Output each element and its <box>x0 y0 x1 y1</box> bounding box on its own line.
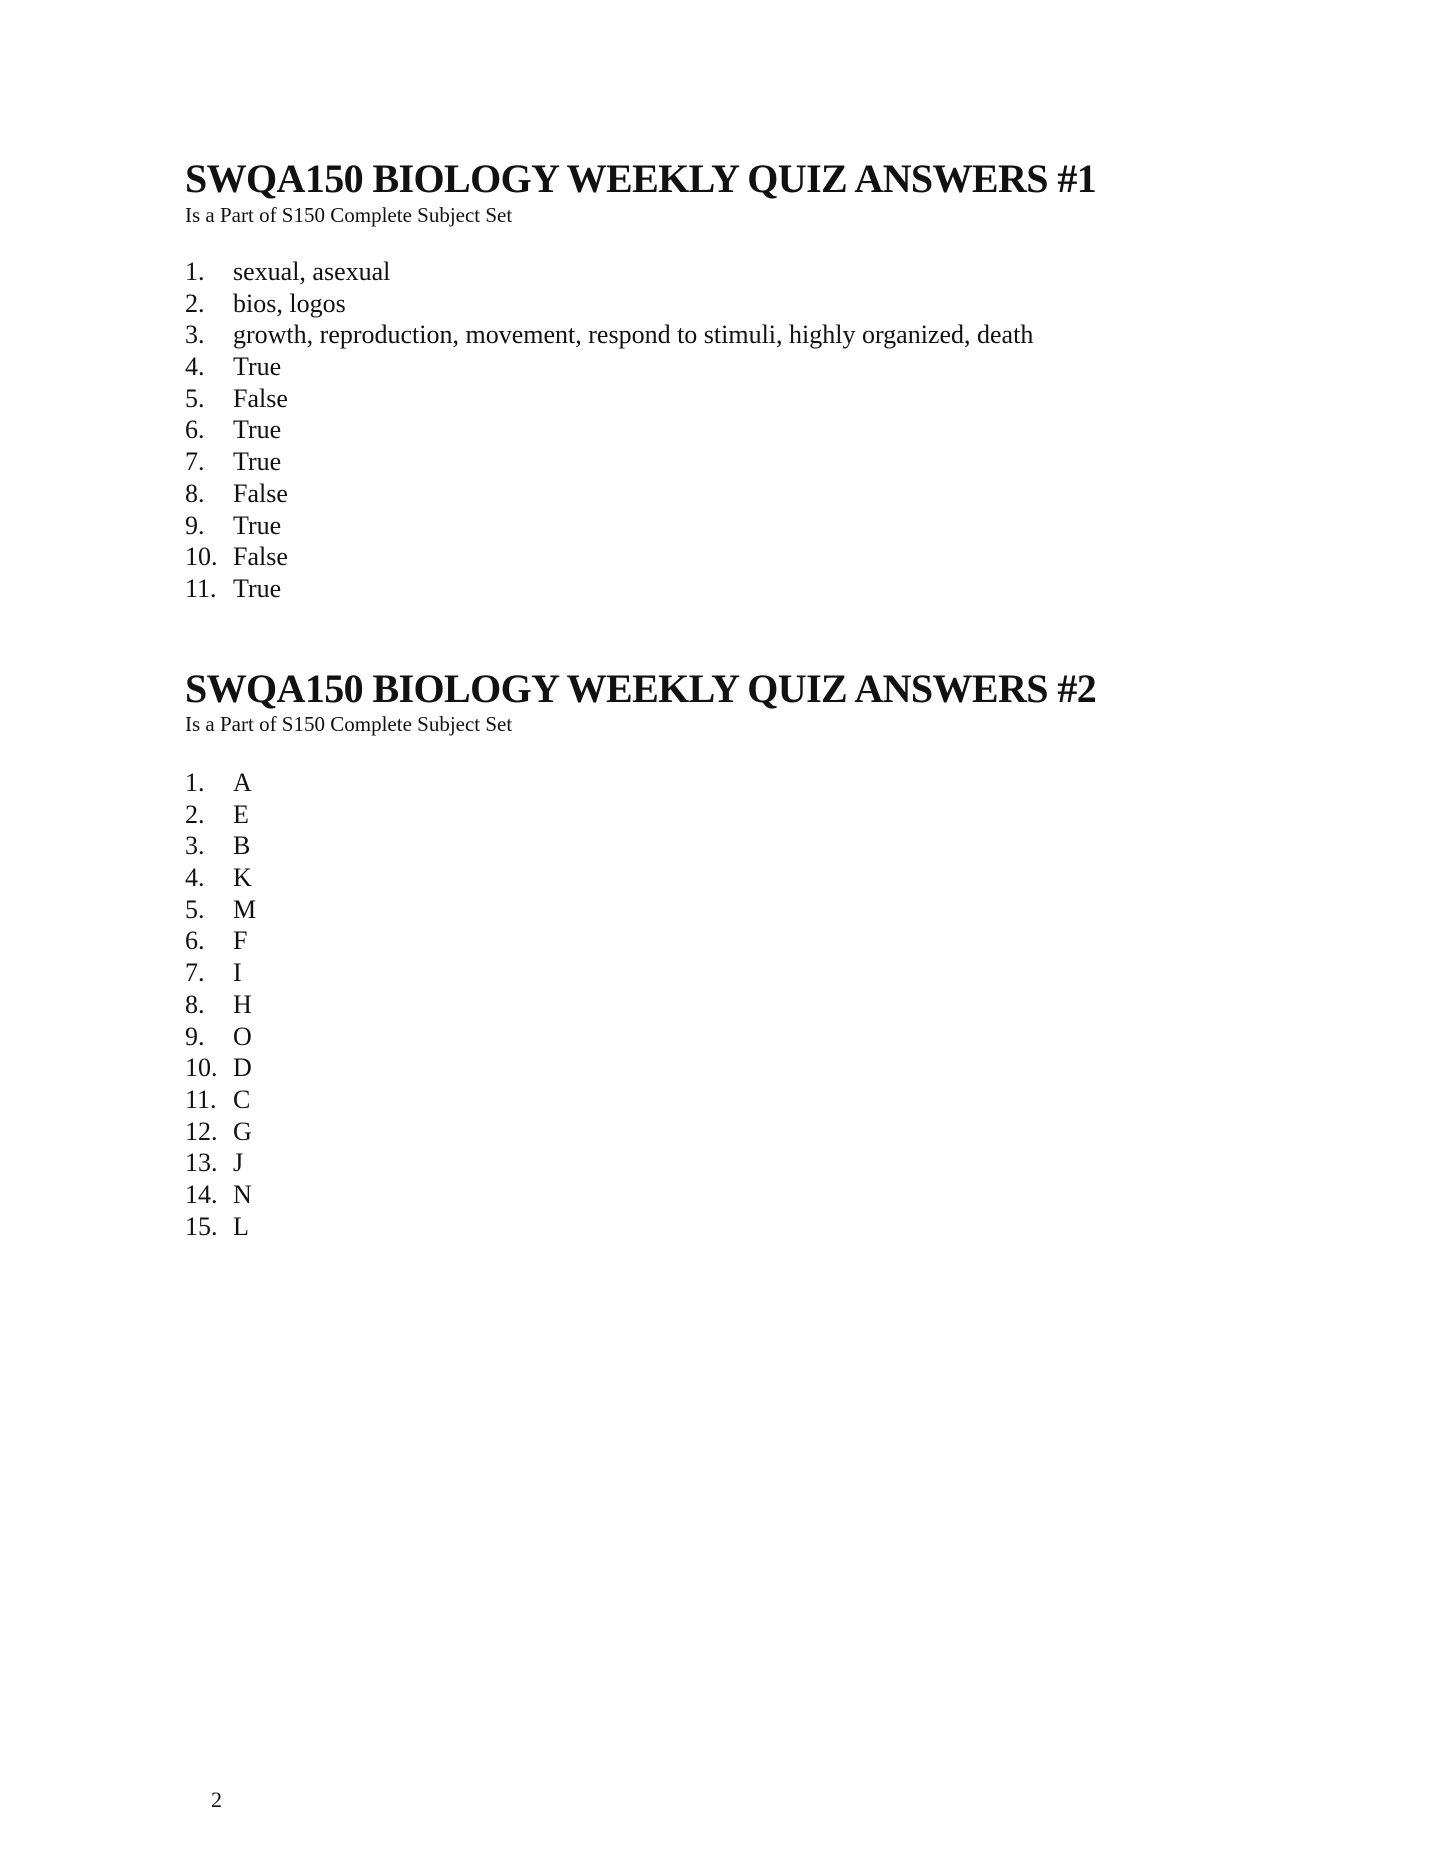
answer-number: 12. <box>185 1116 218 1146</box>
answer-item <box>185 957 256 989</box>
answer-item <box>185 862 256 894</box>
answer-number: 1. <box>185 768 205 797</box>
answer-number: 2. <box>185 288 205 318</box>
answer-number: 11. <box>185 1084 217 1114</box>
answer-number: 7. <box>185 958 205 988</box>
answer-number: 5. <box>185 383 205 413</box>
answer-text: J <box>233 1148 244 1178</box>
answer-text: F <box>233 926 248 956</box>
answer-number: 6. <box>185 415 205 445</box>
answer-text: I <box>233 958 242 988</box>
answer-text: True <box>233 510 282 540</box>
answer-item <box>185 925 256 957</box>
section-1-answer-list <box>185 256 1033 605</box>
answer-item <box>185 894 256 926</box>
section-2-title: SWQA150 BIOLOGY WEEKLY QUIZ ANSWERS #2 <box>185 666 1097 711</box>
answer-text: True <box>233 415 282 445</box>
answer-item <box>185 573 1033 605</box>
answer-number: 3. <box>185 320 205 350</box>
answer-number: 7. <box>185 447 205 477</box>
answer-number: 11. <box>185 573 217 603</box>
answer-text: A <box>233 768 252 797</box>
answer-text: False <box>233 383 288 413</box>
answer-number: 3. <box>185 831 205 861</box>
answer-item <box>185 1021 256 1053</box>
answer-number: 5. <box>185 894 205 924</box>
answer-item <box>185 351 1033 383</box>
answer-text: O <box>233 1021 252 1051</box>
answer-text: C <box>233 1084 251 1114</box>
page-number: 2 <box>211 1787 222 1812</box>
answer-number: 10. <box>185 542 218 572</box>
answer-item <box>185 288 1033 320</box>
answer-number: 4. <box>185 352 205 382</box>
answer-item <box>185 510 1033 542</box>
answer-number: 2. <box>185 799 205 829</box>
answer-number: 9. <box>185 510 205 540</box>
answer-text: True <box>233 447 282 477</box>
answer-text: D <box>233 1053 252 1083</box>
answer-item <box>185 799 256 831</box>
answer-item <box>185 767 256 799</box>
answer-item <box>185 1211 256 1243</box>
answer-item <box>185 319 1033 351</box>
answer-number: 10. <box>185 1053 218 1083</box>
answer-item <box>185 414 1033 446</box>
section-1-subtitle: Is a Part of S150 Complete Subject Set <box>185 203 513 227</box>
section-1-title: SWQA150 BIOLOGY WEEKLY QUIZ ANSWERS #1 <box>185 156 1097 201</box>
answer-text: H <box>233 989 252 1019</box>
answer-item <box>185 541 1033 573</box>
answer-item <box>185 1084 256 1116</box>
answer-text: B <box>233 831 251 861</box>
answer-number: 1. <box>185 257 205 286</box>
answer-number: 6. <box>185 926 205 956</box>
answer-text: N <box>233 1179 252 1209</box>
answer-number: 8. <box>185 478 205 508</box>
answer-item <box>185 1116 256 1148</box>
answer-number: 13. <box>185 1148 218 1178</box>
answer-text: M <box>233 894 257 924</box>
answer-text: L <box>233 1211 249 1241</box>
answer-item <box>185 478 1033 510</box>
answer-text: sexual, asexual <box>233 257 391 286</box>
answer-item <box>185 830 256 862</box>
answer-number: 4. <box>185 863 205 893</box>
section-2-answer-list <box>185 767 256 1242</box>
answer-item <box>185 1179 256 1211</box>
answer-item <box>185 1147 256 1179</box>
answer-number: 9. <box>185 1021 205 1051</box>
answer-text: bios, logos <box>233 288 346 318</box>
answer-item <box>185 383 1033 415</box>
answer-text: growth, reproduction, movement, respond to stimuli, highly organized, death <box>233 320 1034 350</box>
section-2-subtitle: Is a Part of S150 Complete Subject Set <box>185 712 513 736</box>
answer-text: E <box>233 799 249 829</box>
answer-number: 14. <box>185 1179 218 1209</box>
answer-text: True <box>233 573 282 603</box>
answer-number: 15. <box>185 1211 218 1241</box>
answer-text: False <box>233 542 288 572</box>
answer-item <box>185 989 256 1021</box>
answer-item <box>185 446 1033 478</box>
answer-text: False <box>233 478 288 508</box>
answer-text: K <box>233 863 252 893</box>
answer-text: True <box>233 352 282 382</box>
answer-item <box>185 256 1033 288</box>
answer-number: 8. <box>185 989 205 1019</box>
answer-text: G <box>233 1116 252 1146</box>
answer-item <box>185 1052 256 1084</box>
